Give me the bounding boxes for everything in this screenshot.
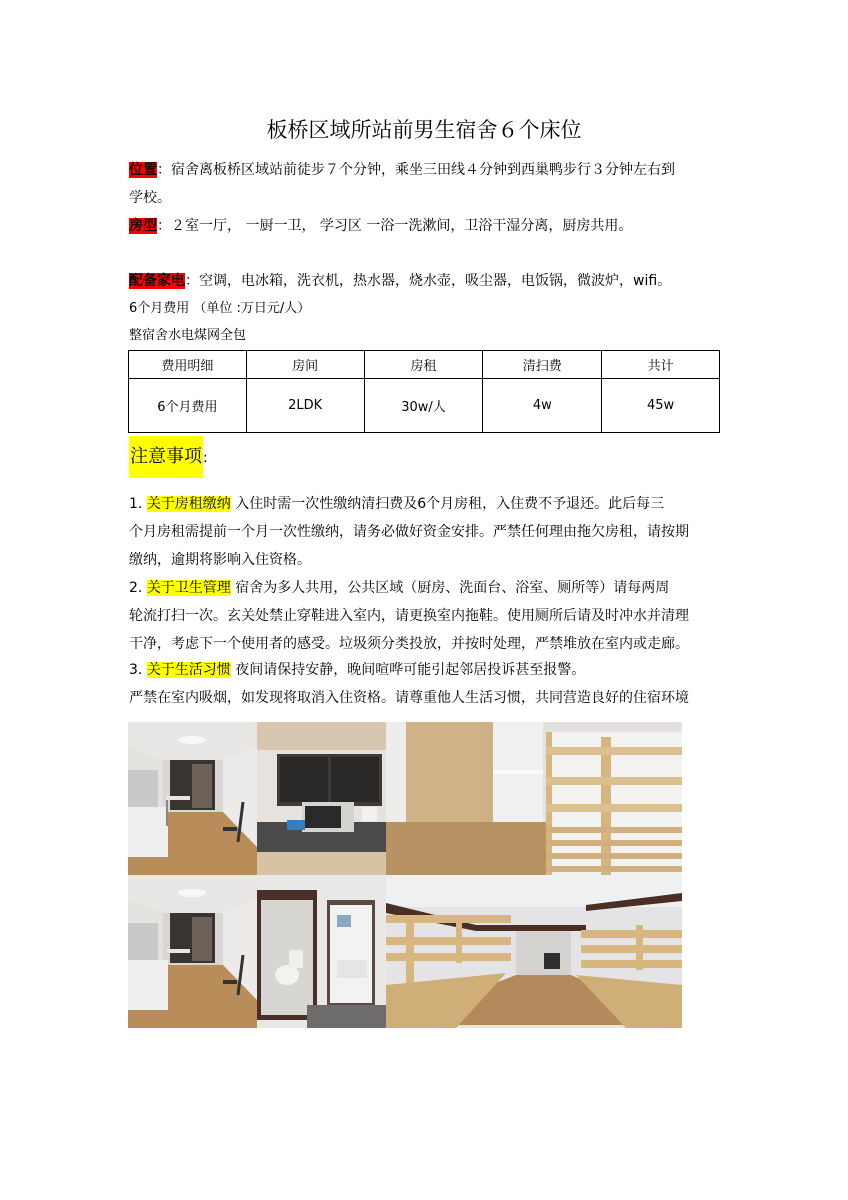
notices-heading-text: 注意事项	[129, 436, 203, 478]
toilet-bath-photo	[257, 875, 386, 1028]
notice-label: 关于房租缴纳	[146, 496, 231, 512]
fee-table-header: 房租	[364, 351, 483, 379]
bunk-bed-room-photo	[386, 722, 682, 875]
location-line	[129, 156, 724, 184]
appliances-text: ：空调，电冰箱，洗衣机，热水器，烧水壶，吸尘器，电饭锅，微波炉，wifi。	[185, 273, 672, 289]
fee-table-cell: 6个月费用	[129, 379, 247, 433]
location-text-2: 学校。	[129, 190, 171, 206]
notice-item-2	[129, 574, 724, 602]
location-line-2	[129, 184, 724, 212]
notice-item-1	[129, 490, 724, 518]
fee-table-cell: 4w	[483, 379, 602, 433]
appliances-label: 配备家电	[129, 273, 185, 289]
fee-table-header: 费用明细	[129, 351, 247, 379]
photo-collage	[128, 722, 682, 1028]
notice-item-3	[129, 656, 724, 684]
notice-label: 关于生活习惯	[146, 662, 231, 678]
fee-table	[128, 350, 720, 433]
notice-item-3-line-2: 严禁在室内吸烟，如发现将取消入住资格。请尊重他人生活习惯，共同营造良好的住宿环境	[129, 690, 689, 706]
notice-item-1-line-2: 个月房租需提前一个月一次性缴纳，请务必做好资金安排。严禁任何理由拖欠房租，请按期	[129, 524, 689, 540]
room-type-line	[129, 212, 724, 240]
fee-table-cell: 2LDK	[246, 379, 364, 433]
notice-number: 1.	[129, 496, 143, 512]
fee-table-header: 房间	[246, 351, 364, 379]
notice-text: 宿舍为多人共用，公共区域（厨房、洗面台、浴室、厕所等）请每两周	[230, 580, 670, 596]
notice-number: 2.	[129, 580, 143, 596]
notice-item-2-line-2: 轮流打扫一次。玄关处禁止穿鞋进入室内，请更换室内拖鞋。使用厕所后请及时冲水并清理	[129, 608, 689, 624]
page-title: 板桥区域所站前男生宿舍６个床位	[266, 118, 582, 142]
notice-item-1-line-3: 缴纳，逾期将影响入住资格。	[129, 552, 311, 568]
room-type-text: ：２室一厅， 一厨一卫， 学习区 一浴一洗漱间，卫浴干湿分离，厨房共用。	[157, 218, 633, 234]
fee-note: 6个月费用 （单位 :万日元/人）	[129, 301, 311, 316]
fee-table-header-row	[129, 351, 720, 379]
fee-table-header: 清扫费	[483, 351, 602, 379]
kitchen-photo	[257, 722, 386, 875]
fee-table-cell: 30w/人	[364, 379, 483, 433]
room-type-label: 房型	[129, 218, 157, 234]
table-row	[129, 379, 720, 433]
notice-number: 3.	[129, 662, 143, 678]
notice-text: 入住时需一次性缴纳清扫费及6个月房租，入住费不予退还。此后每三	[230, 496, 665, 512]
notices-heading-colon: :	[203, 450, 208, 466]
appliances-line	[129, 267, 724, 295]
location-label: 位置	[129, 162, 157, 178]
notice-label: 关于卫生管理	[146, 580, 231, 596]
fee-table-header: 共计	[602, 351, 720, 379]
living-room-photo	[128, 722, 257, 875]
notice-text: 夜间请保持安静，晚间喧哗可能引起邻居投诉甚至报警。	[230, 662, 586, 678]
living-room-photo-2	[128, 875, 257, 1028]
bedroom-bunk-beds-photo	[386, 875, 682, 1028]
notices-heading	[129, 436, 208, 479]
notice-item-2-line-3: 干净，考虑下一个使用者的感受。垃圾须分类投放，并按时处理，严禁堆放在室内或走廊。	[129, 636, 689, 652]
fee-table-cell: 45w	[602, 379, 720, 433]
utilities-note: 整宿舍水电煤网全包	[129, 328, 247, 343]
location-text: ：宿舍离板桥区域站前徒步７个分钟，乘坐三田线４分钟到西巢鸭步行３分钟左右到	[157, 162, 675, 178]
